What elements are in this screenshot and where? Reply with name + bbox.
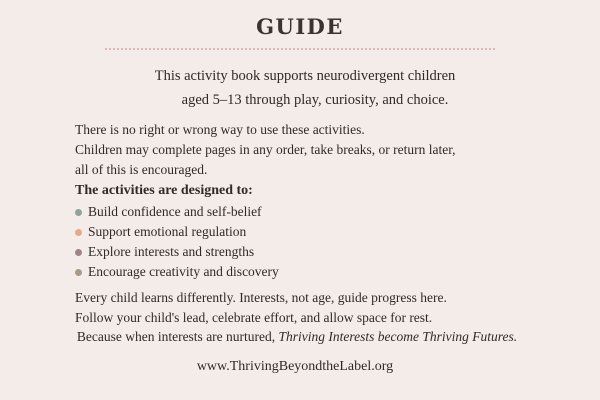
page-title: GUIDE xyxy=(256,14,344,39)
tagline-italic: Thriving Interests become Thriving Futures. xyxy=(278,329,518,344)
dotted-divider xyxy=(105,48,495,50)
bullet-dot-icon xyxy=(75,269,82,276)
bullet-dot-icon xyxy=(75,229,82,236)
list-item-text: Build confidence and self-belief xyxy=(88,204,262,219)
closing-line-1: Every child learns differently. Interests, not age, guide progress here. xyxy=(75,290,447,305)
list-item-text: Explore interests and strengths xyxy=(88,244,255,259)
body-line-1: There is no right or wrong way to use these activities. xyxy=(75,122,365,137)
list-heading: The activities are designed to: xyxy=(75,183,253,198)
list-item xyxy=(75,244,254,260)
bullet-dot-icon xyxy=(75,249,82,256)
body-line-2: Children may complete pages in any order, take breaks, or return later, xyxy=(75,142,456,157)
list-item-text: Encourage creativity and discovery xyxy=(88,264,279,279)
bullet-dot-icon xyxy=(75,209,82,216)
intro-line-2: aged 5–13 through play, curiosity, and choice. xyxy=(181,92,449,108)
closing-line-2: Follow your child's lead, celebrate effort, and allow space for rest. xyxy=(75,310,433,325)
body-line-3: all of this is encouraged. xyxy=(75,162,208,177)
list-item xyxy=(75,224,246,240)
list-item-text: Support emotional regulation xyxy=(88,224,247,239)
list-item xyxy=(75,264,279,280)
intro-line-1: This activity book supports neurodivergent children xyxy=(154,68,456,84)
tagline xyxy=(0,329,600,345)
website-url[interactable]: www.ThrivingBeyondtheLabel.org xyxy=(196,359,394,374)
tagline-prefix: Because when interests are nurtured, xyxy=(76,329,279,344)
list-item xyxy=(75,204,262,220)
